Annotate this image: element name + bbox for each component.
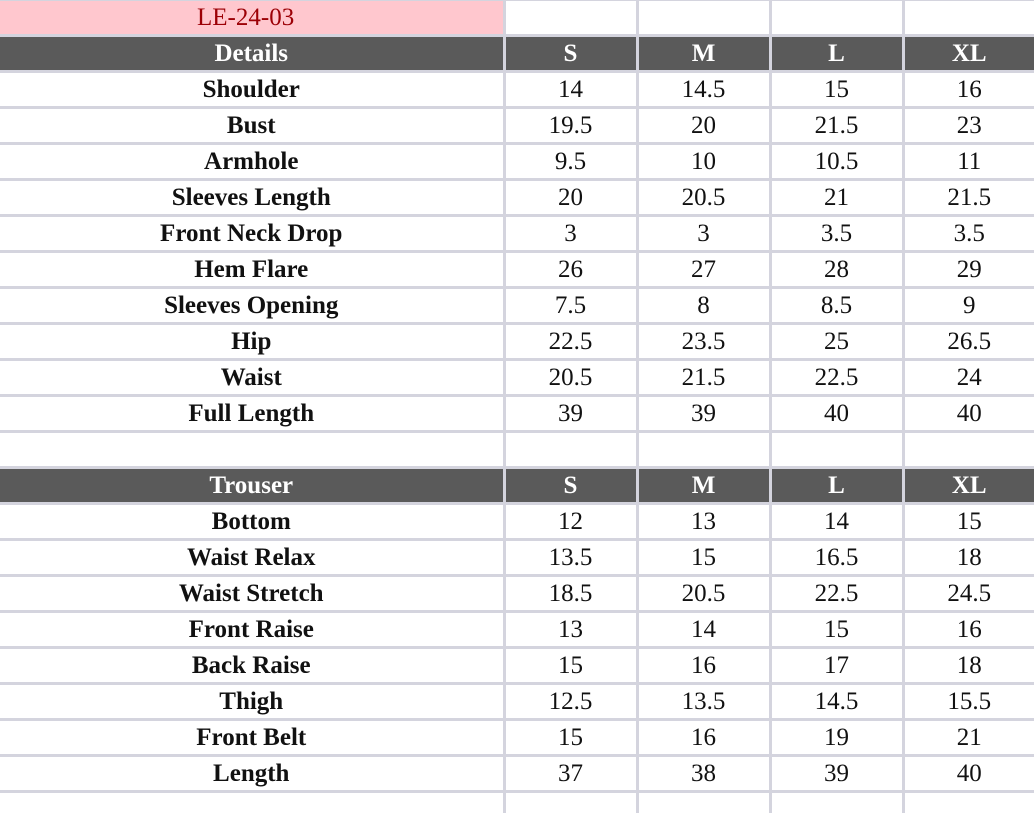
size-header-s[interactable]: S — [504, 36, 637, 72]
measurement-value-xl[interactable]: 18 — [903, 540, 1034, 576]
measurement-label[interactable]: Waist Stretch — [0, 576, 504, 612]
measurement-value-m[interactable]: 13.5 — [637, 684, 770, 720]
style-code-cell[interactable]: LE-24-03 — [0, 0, 504, 36]
measurement-label[interactable]: Waist Relax — [0, 540, 504, 576]
measurement-value-xl[interactable]: 15 — [903, 504, 1034, 540]
details-header-row — [0, 36, 1034, 72]
measurement-value-m[interactable]: 13 — [637, 504, 770, 540]
measurement-label[interactable]: Hem Flare — [0, 252, 504, 288]
measurement-value-l[interactable]: 19 — [770, 720, 903, 756]
measurement-value-xl[interactable]: 11 — [903, 144, 1034, 180]
empty-cell[interactable] — [504, 0, 637, 36]
measurement-value-m[interactable]: 15 — [637, 540, 770, 576]
measurement-row — [0, 684, 1034, 720]
measurement-value-xl[interactable]: 21.5 — [903, 180, 1034, 216]
measurement-value-s[interactable]: 20 — [504, 180, 637, 216]
measurement-value-s[interactable]: 12.5 — [504, 684, 637, 720]
measurement-value-l[interactable]: 16.5 — [770, 540, 903, 576]
measurement-value-m[interactable]: 8 — [637, 288, 770, 324]
style-code-row — [0, 0, 1034, 36]
measurement-value-m[interactable]: 14 — [637, 612, 770, 648]
measurement-label[interactable]: Bottom — [0, 504, 504, 540]
measurement-value-s[interactable]: 22.5 — [504, 324, 637, 360]
measurement-value-s[interactable]: 19.5 — [504, 108, 637, 144]
measurement-row — [0, 108, 1034, 144]
empty-cell[interactable] — [504, 792, 637, 813]
details-section-title[interactable]: Details — [0, 36, 504, 72]
measurement-row — [0, 576, 1034, 612]
measurement-value-s[interactable]: 15 — [504, 648, 637, 684]
measurement-label[interactable]: Front Neck Drop — [0, 216, 504, 252]
measurement-row — [0, 180, 1034, 216]
measurement-value-m[interactable]: 20.5 — [637, 576, 770, 612]
measurement-label[interactable]: Sleeves Length — [0, 180, 504, 216]
measurement-label[interactable]: Front Belt — [0, 720, 504, 756]
measurement-value-xl[interactable]: 15.5 — [903, 684, 1034, 720]
measurement-value-s[interactable]: 13 — [504, 612, 637, 648]
size-header-l[interactable]: L — [770, 36, 903, 72]
measurement-value-xl[interactable]: 16 — [903, 72, 1034, 108]
measurement-value-l[interactable]: 28 — [770, 252, 903, 288]
empty-cell[interactable] — [770, 792, 903, 813]
empty-cell[interactable] — [770, 432, 903, 468]
measurement-value-s[interactable]: 13.5 — [504, 540, 637, 576]
measurement-value-xl[interactable]: 21 — [903, 720, 1034, 756]
blank-row — [0, 432, 1034, 468]
measurement-label[interactable]: Thigh — [0, 684, 504, 720]
size-header-xl[interactable]: XL — [903, 36, 1034, 72]
measurement-value-s[interactable]: 20.5 — [504, 360, 637, 396]
measurement-value-xl[interactable]: 26.5 — [903, 324, 1034, 360]
measurement-row — [0, 324, 1034, 360]
measurement-value-l[interactable]: 14.5 — [770, 684, 903, 720]
measurement-value-l[interactable]: 21.5 — [770, 108, 903, 144]
measurement-value-m[interactable]: 20.5 — [637, 180, 770, 216]
empty-cell[interactable] — [637, 0, 770, 36]
measurement-value-m[interactable]: 16 — [637, 648, 770, 684]
measurement-row — [0, 396, 1034, 432]
measurement-value-l[interactable]: 14 — [770, 504, 903, 540]
measurement-value-m[interactable]: 10 — [637, 144, 770, 180]
measurement-label[interactable]: Front Raise — [0, 612, 504, 648]
empty-cell[interactable] — [504, 432, 637, 468]
measurement-value-m[interactable]: 14.5 — [637, 72, 770, 108]
measurement-value-xl[interactable]: 24.5 — [903, 576, 1034, 612]
measurement-value-l[interactable]: 10.5 — [770, 144, 903, 180]
measurement-value-l[interactable]: 25 — [770, 324, 903, 360]
measurement-label[interactable]: Full Length — [0, 396, 504, 432]
measurement-value-s[interactable]: 26 — [504, 252, 637, 288]
measurement-value-s[interactable]: 12 — [504, 504, 637, 540]
measurement-row — [0, 756, 1034, 792]
measurement-value-xl[interactable]: 29 — [903, 252, 1034, 288]
measurement-label[interactable]: Waist — [0, 360, 504, 396]
empty-cell[interactable] — [0, 792, 504, 813]
measurement-value-l[interactable]: 8.5 — [770, 288, 903, 324]
measurement-value-l[interactable]: 39 — [770, 756, 903, 792]
size-header-l[interactable]: L — [770, 468, 903, 504]
measurement-value-s[interactable]: 7.5 — [504, 288, 637, 324]
measurement-value-l[interactable]: 22.5 — [770, 360, 903, 396]
measurement-value-xl[interactable]: 23 — [903, 108, 1034, 144]
measurement-row — [0, 360, 1034, 396]
measurement-value-xl[interactable]: 24 — [903, 360, 1034, 396]
measurement-value-m[interactable]: 20 — [637, 108, 770, 144]
measurement-value-m[interactable]: 21.5 — [637, 360, 770, 396]
empty-cell[interactable] — [903, 432, 1034, 468]
measurement-value-xl[interactable]: 40 — [903, 756, 1034, 792]
empty-cell[interactable] — [770, 0, 903, 36]
measurement-value-s[interactable]: 15 — [504, 720, 637, 756]
measurement-label[interactable]: Bust — [0, 108, 504, 144]
measurement-value-s[interactable]: 39 — [504, 396, 637, 432]
size-header-m[interactable]: M — [637, 468, 770, 504]
measurement-value-s[interactable]: 18.5 — [504, 576, 637, 612]
measurement-value-xl[interactable]: 40 — [903, 396, 1034, 432]
measurement-value-l[interactable]: 22.5 — [770, 576, 903, 612]
measurement-label[interactable]: Armhole — [0, 144, 504, 180]
size-header-s[interactable]: S — [504, 468, 637, 504]
size-header-xl[interactable]: XL — [903, 468, 1034, 504]
measurement-label[interactable]: Back Raise — [0, 648, 504, 684]
measurement-value-xl[interactable]: 9 — [903, 288, 1034, 324]
empty-cell[interactable] — [0, 432, 504, 468]
measurement-value-l[interactable]: 3.5 — [770, 216, 903, 252]
measurement-row — [0, 720, 1034, 756]
measurement-value-s[interactable]: 3 — [504, 216, 637, 252]
measurement-value-xl[interactable]: 16 — [903, 612, 1034, 648]
measurement-value-xl[interactable]: 3.5 — [903, 216, 1034, 252]
measurement-value-m[interactable]: 23.5 — [637, 324, 770, 360]
measurement-value-l[interactable]: 15 — [770, 612, 903, 648]
size-header-m[interactable]: M — [637, 36, 770, 72]
measurement-value-m[interactable]: 3 — [637, 216, 770, 252]
blank-row — [0, 792, 1034, 813]
trouser-header-row — [0, 468, 1034, 504]
measurement-value-s[interactable]: 14 — [504, 72, 637, 108]
measurement-label[interactable]: Shoulder — [0, 72, 504, 108]
measurement-row — [0, 216, 1034, 252]
measurement-row — [0, 288, 1034, 324]
empty-cell[interactable] — [637, 792, 770, 813]
measurement-row — [0, 504, 1034, 540]
measurement-row — [0, 648, 1034, 684]
measurement-value-l[interactable]: 40 — [770, 396, 903, 432]
measurement-value-m[interactable]: 39 — [637, 396, 770, 432]
measurement-row — [0, 72, 1034, 108]
measurement-row — [0, 612, 1034, 648]
empty-cell[interactable] — [637, 432, 770, 468]
measurement-row — [0, 144, 1034, 180]
measurement-row — [0, 252, 1034, 288]
measurement-value-m[interactable]: 16 — [637, 720, 770, 756]
empty-cell[interactable] — [903, 0, 1034, 36]
measurement-value-s[interactable]: 37 — [504, 756, 637, 792]
trouser-section-title[interactable]: Trouser — [0, 468, 504, 504]
measurement-row — [0, 540, 1034, 576]
measurement-value-l[interactable]: 17 — [770, 648, 903, 684]
measurement-label[interactable]: Sleeves Opening — [0, 288, 504, 324]
measurement-value-m[interactable]: 38 — [637, 756, 770, 792]
measurement-label[interactable]: Hip — [0, 324, 504, 360]
empty-cell[interactable] — [903, 792, 1034, 813]
measurement-value-s[interactable]: 9.5 — [504, 144, 637, 180]
measurement-value-m[interactable]: 27 — [637, 252, 770, 288]
measurement-value-xl[interactable]: 18 — [903, 648, 1034, 684]
measurement-value-l[interactable]: 15 — [770, 72, 903, 108]
measurement-label[interactable]: Length — [0, 756, 504, 792]
measurement-value-l[interactable]: 21 — [770, 180, 903, 216]
